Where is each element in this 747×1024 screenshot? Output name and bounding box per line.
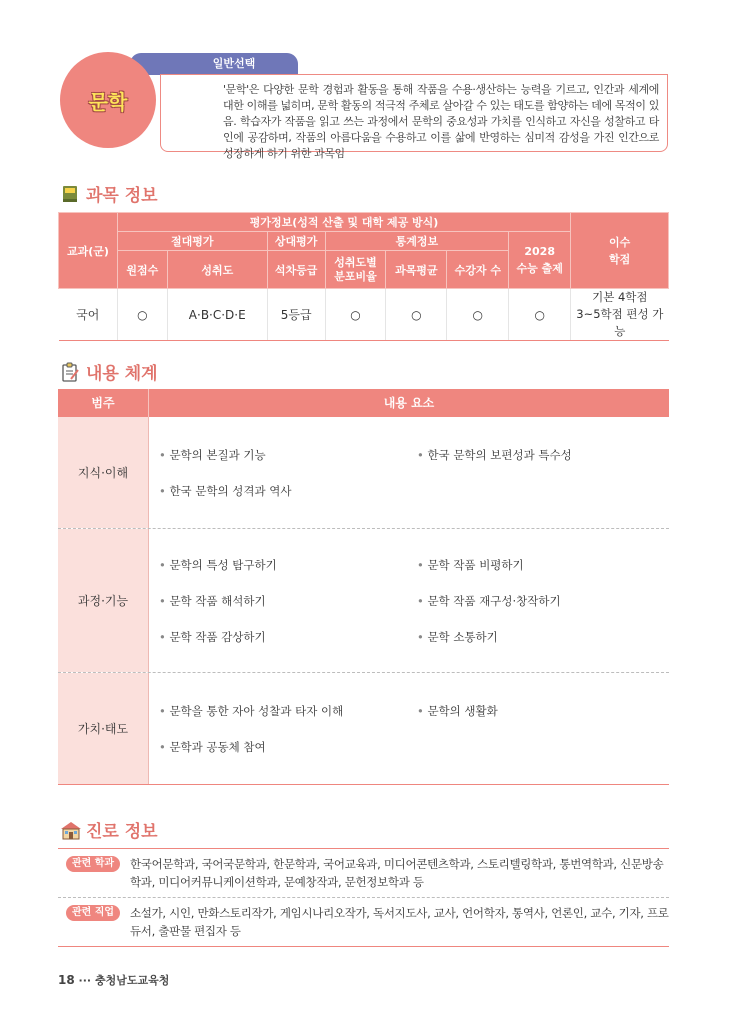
header-rank: 석차등급: [267, 251, 325, 289]
related-departments-row: [58, 849, 669, 897]
school-icon: [60, 820, 80, 840]
table-row: [58, 673, 669, 785]
related-departments-badge: 관련 학과: [66, 856, 120, 872]
content-system-header: [58, 389, 669, 417]
subject-badge: [60, 52, 156, 148]
category-values: 가치·태도: [58, 673, 149, 784]
book-icon: [60, 184, 80, 204]
cell-avg: ○: [386, 289, 447, 341]
credit-basic: 기본 4학점: [592, 290, 648, 304]
elements-process: [149, 529, 669, 672]
subject-description: '문학'은 다양한 문학 경험과 활동을 통해 작품을 수용·생산하는 능력을 기르고, 인간과 세계에 대한 이해를 넓히며, 문학 활동의 적극적 주체로 살아갈 수 있는 태도를 함양하는 데에 목적이 있음. 학습자가 작품을 읽고 쓰는 과정에서 문학의 중요성과 가치를 인식하고 자신을 성찰하고 타인에 공감하며, 작품의 아름다움을 수용하고 이를 삶에 반영하는 심미적 감성을 가진 인간으로 성장하게 하기 위한 과목임: [160, 74, 668, 152]
header-absolute: 절대평가: [117, 232, 267, 251]
clipboard-icon: [60, 362, 80, 382]
list-item: • 문학과 공동체 참여: [159, 739, 417, 755]
career-info-box: [58, 848, 669, 947]
header-count: 수강자 수: [447, 251, 509, 289]
header-csat: 2028 수능 출제: [509, 232, 571, 289]
list-item: • 문학 작품 해석하기: [159, 593, 417, 609]
subject-name: 문학: [88, 89, 128, 114]
related-jobs-text: 소설가, 시인, 만화스토리작가, 게임시나리오작가, 독서지도사, 교사, 언어학자, 통역사, 언론인, 교수, 기자, 프로듀서, 출판물 편집자 등: [130, 906, 669, 938]
subject-header: [60, 50, 670, 160]
header-stats: 통계정보: [325, 232, 509, 251]
header-category: 범주: [58, 389, 149, 417]
credit-range: 3~5학점 편성 가능: [576, 307, 664, 338]
list-item: • 문학의 본질과 기능: [159, 447, 417, 463]
header-raw-score: 원점수: [117, 251, 167, 289]
footer-dots: ···: [78, 974, 92, 987]
list-item: • 문학의 생활화: [417, 703, 669, 719]
table-row: [58, 417, 669, 529]
header-elements: 내용 요소: [383, 396, 435, 410]
cell-group: 국어: [59, 289, 118, 341]
subject-info-heading: [60, 181, 158, 206]
cell-achieve: A·B·C·D·E: [167, 289, 267, 341]
cell-dist: ○: [325, 289, 386, 341]
header-group: 교과(군): [59, 213, 118, 289]
list-item: • 문학을 통한 자아 성찰과 타자 이해: [159, 703, 417, 719]
list-item: • 한국 문학의 보편성과 특수성: [417, 447, 669, 463]
cell-rank: 5등급: [267, 289, 325, 341]
list-item: • 문학 소통하기: [417, 629, 669, 645]
career-info-heading: [60, 817, 158, 842]
list-item: • 문학의 특성 탐구하기: [159, 557, 417, 573]
table-row: [59, 289, 669, 341]
page-footer: [58, 972, 169, 988]
content-system-title: 내용 체계: [86, 364, 158, 384]
cell-csat: ○: [509, 289, 571, 341]
header-eval: 평가정보(성적 산출 및 대학 제공 방식): [117, 213, 570, 232]
table-row: [58, 529, 669, 673]
related-jobs-badge: 관련 직업: [66, 905, 120, 921]
page-number: 18: [58, 973, 75, 987]
header-relative: 상대평가: [267, 232, 325, 251]
footer-org: 충청남도교육청: [94, 974, 170, 987]
elements-knowledge: [149, 417, 669, 528]
content-system-heading: [60, 359, 158, 384]
header-achievement: 성취도: [167, 251, 267, 289]
category-process: 과정·기능: [58, 529, 149, 672]
category-knowledge: 지식·이해: [58, 417, 149, 528]
header-credit: 이수 학점: [571, 213, 669, 289]
career-info-title: 진로 정보: [86, 822, 158, 842]
subject-info-title: 과목 정보: [86, 186, 158, 206]
list-item: • 문학 작품 감상하기: [159, 629, 417, 645]
cell-credit: [571, 289, 669, 341]
content-system-table: [58, 389, 669, 785]
elements-values: [149, 673, 669, 784]
list-item: • 문학 작품 비평하기: [417, 557, 669, 573]
related-jobs-row: [58, 897, 669, 946]
list-item: • 문학 작품 재구성·창작하기: [417, 593, 669, 609]
subject-info-table: [58, 212, 669, 341]
selection-type-tag: 일반선택: [170, 53, 298, 75]
cell-raw: ○: [117, 289, 167, 341]
cell-count: ○: [447, 289, 509, 341]
related-departments-text: 한국어문학과, 국어국문학과, 한문학과, 국어교육과, 미디어콘텐츠학과, 스토리텔링학과, 통번역학과, 신문방송학과, 미디어커뮤니케이션학과, 문예창작과, 문헌정보학과 등: [130, 857, 664, 889]
header-average: 과목평균: [386, 251, 447, 289]
header-distribution: 성취도별 분포비율: [325, 251, 386, 289]
list-item: • 한국 문학의 성격과 역사: [159, 483, 417, 499]
